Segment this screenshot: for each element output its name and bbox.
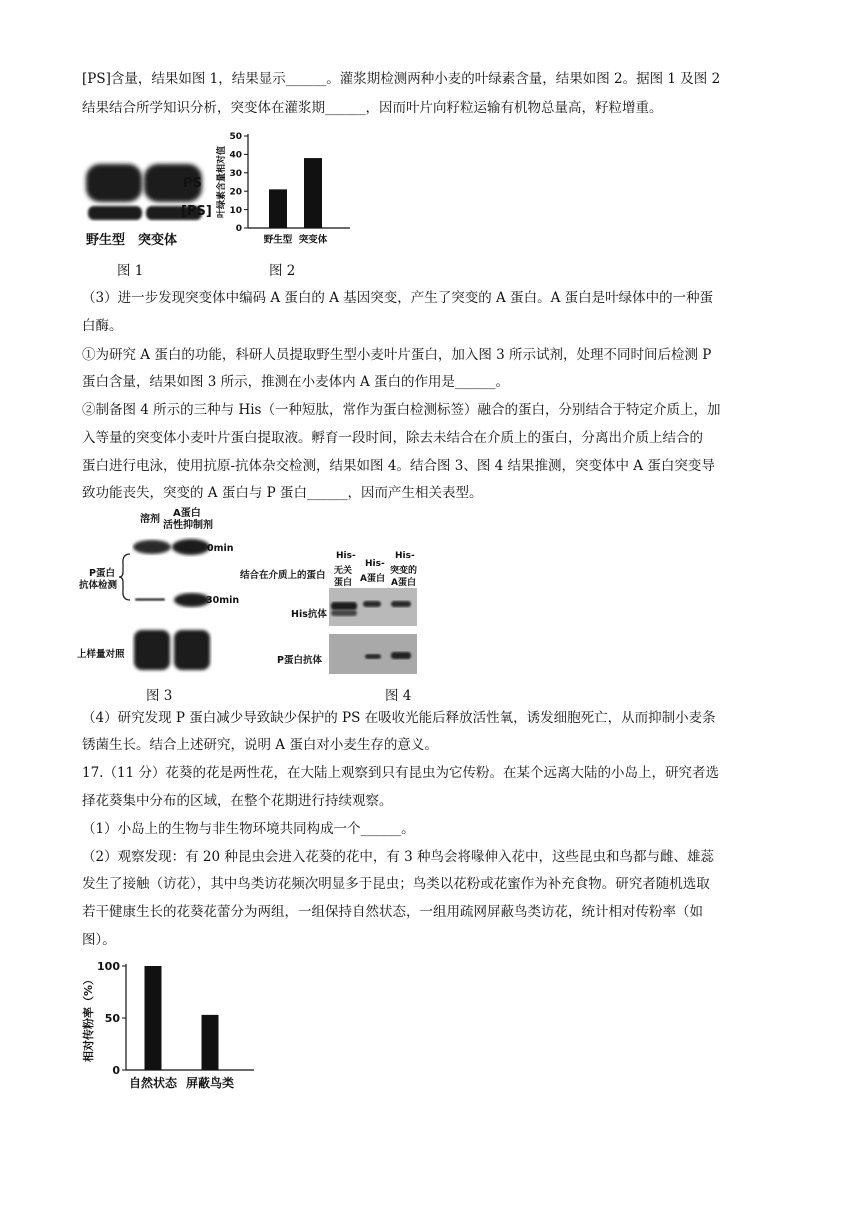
text-line: 致功能丧失，突变的 A 蛋白与 P 蛋白______，因而产生相关表型。 <box>82 485 483 501</box>
fig4-header: 结合在介质上的蛋白 <box>240 570 326 581</box>
y-tick-label: 50 <box>229 132 242 143</box>
text-line: 入等量的突变体小麦叶片蛋白提取液。孵育一段时间，除去未结合在介质上的蛋白，分离出介质上结合的 <box>82 430 703 446</box>
fig4-col1-a: His- <box>336 551 356 561</box>
fig4-col3-c: A蛋白 <box>391 578 416 588</box>
bracket-icon <box>118 552 132 602</box>
figure-2-chart <box>214 126 354 252</box>
category-label: 野生型 <box>263 234 293 246</box>
bar <box>145 966 162 1070</box>
category-label: 屏蔽鸟类 <box>185 1076 235 1090</box>
text-line: ②制备图 4 所示的三种与 His（一种短肽，常作为蛋白检测标签）融合的蛋白，分别结合于特定介质上，加 <box>82 402 721 418</box>
figure-4-caption: 图 4 <box>385 688 412 704</box>
fig4-row-his: His抗体 <box>291 609 327 620</box>
lane-label-mutant: 突变体 <box>138 233 178 248</box>
y-tick-label: 100 <box>97 959 120 973</box>
fig3-col-inhibitor-a: A蛋白 <box>173 508 201 519</box>
text-line: 图）。 <box>82 932 116 948</box>
text-line: ①为研究 A 蛋白的功能，科研人员提取野生型小麦叶片蛋白，加入图 3 所示试剂，处理不同时间后检测 P <box>82 347 712 363</box>
text-line: 锈菌生长。结合上述研究，说明 A 蛋白对小麦生存的意义。 <box>82 737 438 753</box>
fig3-time-30: 30min <box>206 595 240 606</box>
y-tick-label: 0 <box>235 224 242 235</box>
y-axis-label: 叶绿素含量相对值 <box>217 145 227 219</box>
text-line: 蛋白进行电泳，使用抗原-抗体杂交检测，结果如图 4。结合图 3、图 4 结果推测，突变体中 A 蛋白突变导 <box>82 458 715 474</box>
figure-3-caption: 图 3 <box>146 688 173 704</box>
lane-label-wild: 野生型 <box>86 233 126 248</box>
text-line: 结果结合所学知识分析，突变体在灌浆期______，因而叶片向籽粒运输有机物总量高，籽粒增重。 <box>82 100 663 116</box>
fig3-col-inhibitor-b: 活性抑制剂 <box>163 520 213 531</box>
pollination-chart <box>78 952 258 1102</box>
fig4-col3-b: 突变的 <box>390 566 418 576</box>
y-tick-label: 40 <box>229 150 242 161</box>
fig3-row-antibody: 抗体检测 <box>79 580 118 591</box>
fig4-row-p: P蛋白抗体 <box>277 655 322 666</box>
fig3-time-0: 0min <box>207 543 234 554</box>
fig3-loading-control: 上样量对照 <box>77 649 125 660</box>
text-line: 白酶。 <box>82 318 123 334</box>
y-axis-label: 相对传粉率（%） <box>82 973 95 1063</box>
figure-1-caption: 图 1 <box>117 263 144 279</box>
text-line: （4）研究发现 P 蛋白减少导致缺少保护的 PS 在吸收光能后释放活性氧，诱发细胞死亡，从而抑制小麦条 <box>82 710 716 726</box>
figure-2-caption: 图 2 <box>269 263 296 279</box>
y-tick-label: 50 <box>104 1011 120 1025</box>
fig4-col1-b: 无关 <box>334 566 353 576</box>
band-label-ps-bracket: [PS] <box>181 204 212 219</box>
fig4-col3-a: His- <box>395 551 415 561</box>
y-tick-label: 0 <box>112 1063 120 1077</box>
fig3-row-p-protein: P蛋白 <box>89 568 115 579</box>
text-line: （1）小岛上的生物与非生物环境共同构成一个______。 <box>82 821 415 837</box>
bar <box>304 158 322 228</box>
text-line: 蛋白含量，结果如图 3 所示，推测在小麦体内 A 蛋白的作用是______。 <box>82 374 510 390</box>
band-label-ps: PS <box>183 176 202 191</box>
fig4-col2-a: His- <box>365 559 385 569</box>
text-line: 发生了接触（访花），其中鸟类访花频次明显多于昆虫；鸟类以花粉或花蜜作为补充食物。研究者随机选取 <box>82 876 710 892</box>
text-line: 若干健康生长的花葵花蕾分为两组，一组保持自然状态，一组用疏网屏蔽鸟类访花，统计相对传粉率（如 <box>82 904 703 920</box>
text-line: （3）进一步发现突变体中编码 A 蛋白的 A 基因突变，产生了突变的 A 蛋白。A 蛋白是叶绿体中的一种蛋 <box>82 290 714 306</box>
fig3-col-solvent: 溶剂 <box>140 514 160 525</box>
bar <box>269 189 287 228</box>
category-label: 突变体 <box>298 234 328 246</box>
fig4-col2-b: A蛋白 <box>360 574 385 584</box>
text-line: 择花葵集中分布的区域，在整个花期进行持续观察。 <box>82 793 393 809</box>
category-label: 自然状态 <box>128 1076 178 1090</box>
text-line: （2）观察发现：有 20 种昆虫会进入花葵的花中，有 3 种鸟会将喙伸入花中，这些昆虫和鸟都与雌、雄蕊 <box>82 849 715 865</box>
fig3-blot <box>132 530 212 680</box>
text-line: [PS]含量，结果如图 1，结果显示______。灌浆期检测两种小麦的叶绿素含量，结果如图 2。据图 1 及图 2 <box>82 71 721 87</box>
y-tick-label: 10 <box>229 205 242 216</box>
fig4-blot <box>329 588 417 676</box>
question-17-line: 17.（11 分）花葵的花是两性花，在大陆上观察到只有昆虫为它传粉。在某个远离大陆的小岛上，研究者选 <box>82 765 719 781</box>
y-tick-label: 20 <box>229 187 242 198</box>
fig4-col1-c: 蛋白 <box>334 578 353 588</box>
y-tick-label: 30 <box>229 168 242 179</box>
bar <box>202 1015 219 1070</box>
